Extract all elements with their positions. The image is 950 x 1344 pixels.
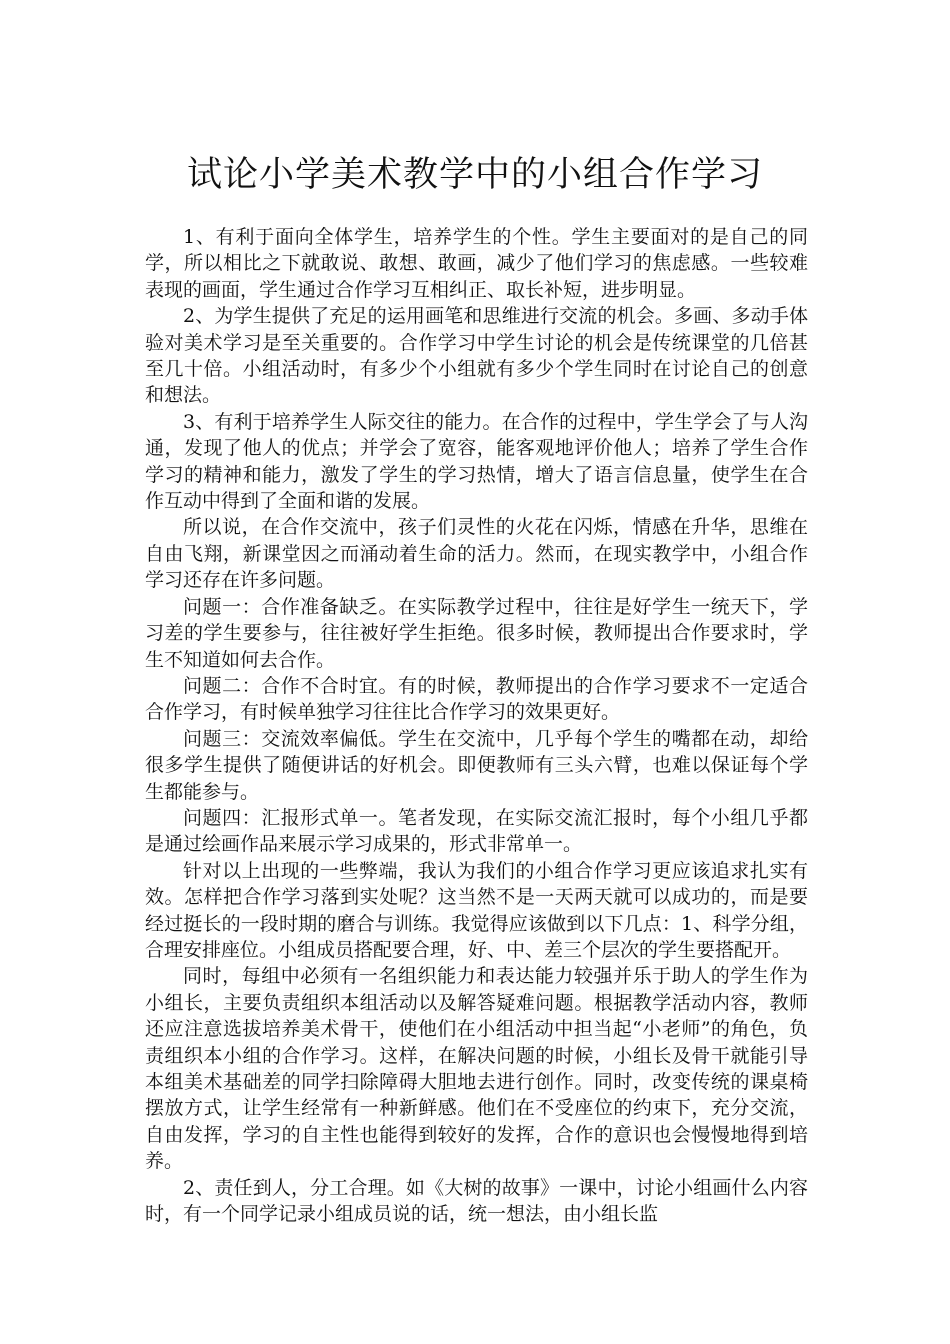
paragraph: 针对以上出现的一些弊端，我认为我们的小组合作学习更应该追求扎实有效。怎样把合作学习落到实处呢？这当然不是一天两天就可以成功的，而是要经过挺长的一段时期的磨合与训练。我觉得应该做到以下几点：1、科学分组，合理安排座位。小组成员搭配要合理，好、中、差三个层次的学生要搭配开。 — [145, 859, 808, 961]
paragraph: 问题一：合作准备缺乏。在实际教学过程中，往往是好学生一统天下，学习差的学生要参与，往往被好学生拒绝。很多时候，教师提出合作要求时，学生不知道如何去合作。 — [145, 595, 808, 671]
paragraph: 3、有利于培养学生人际交往的能力。在合作的过程中，学生学会了与人沟通，发现了他人的优点；并学会了宽容，能客观地评价他人；培养了学生合作学习的精神和能力，激发了学生的学习热情，增大了语言信息量，使学生在合作互动中得到了全面和谐的发展。 — [145, 410, 808, 513]
paragraph: 问题二：合作不合时宜。有的时候，教师提出的合作学习要求不一定适合合作学习，有时候单独学习往往比合作学习的效果更好。 — [145, 674, 808, 724]
paragraph: 2、为学生提供了充足的运用画笔和思维进行交流的机会。多画、多动手体验对美术学习是至关重要的。合作学习中学生讨论的机会是传统课堂的几倍甚至几十倍。小组活动时，有多少个小组就有多少个学生同时在讨论自己的创意和想法。 — [145, 305, 808, 407]
document-title: 试论小学美术教学中的小组合作学习 — [186, 155, 763, 195]
paragraph: 同时，每组中必须有一名组织能力和表达能力较强并乐于助人的学生作为小组长，主要负责组织本组活动以及解答疑难问题。根据教学活动内容，教师还应注意选拔培养美术骨干，使他们在小组活动中担当起“小老师”的角色，负责组织本小组的合作学习。这样，在解决问题的时候，小组长及骨干就能引导本组美术基础差的同学扫除障碍大胆地去进行创作。同时，改变传统的课桌椅摆放方式，让学生经常有一种新鲜感。他们在不受座位的约束下，充分交流，自由发挥，学习的自主性也能得到较好的发挥，合作的意识也会慢慢地得到培养。 — [145, 965, 808, 1173]
paragraph: 问题四：汇报形式单一。笔者发现，在实际交流汇报时，每个小组几乎都是通过绘画作品来展示学习成果的，形式非常单一。 — [145, 806, 808, 856]
paragraph: 问题三：交流效率偏低。学生在交流中，几乎每个学生的嘴都在动，却给很多学生提供了随便讲话的好机会。即便教师有三头六臂，也难以保证每个学生都能参与。 — [145, 727, 808, 803]
paragraph: 所以说，在合作交流中，孩子们灵性的火花在闪烁，情感在升华，思维在自由飞翔，新课堂因之而涌动着生命的活力。然而，在现实教学中，小组合作学习还存在许多问题。 — [145, 516, 808, 592]
paragraph: 1、有利于面向全体学生，培养学生的个性。学生主要面对的是自己的同学，所以相比之下就敢说、敢想、敢画，减少了他们学习的焦虑感。一些较难表现的画面，学生通过合作学习互相纠正、取长补短，进步明显。 — [145, 226, 808, 301]
document-body — [145, 224, 808, 1227]
paragraph: 2、责任到人，分工合理。如《大树的故事》一课中，讨论小组画什么内容时，有一个同学记录小组成员说的话，统一想法，由小组长监 — [145, 1176, 808, 1226]
